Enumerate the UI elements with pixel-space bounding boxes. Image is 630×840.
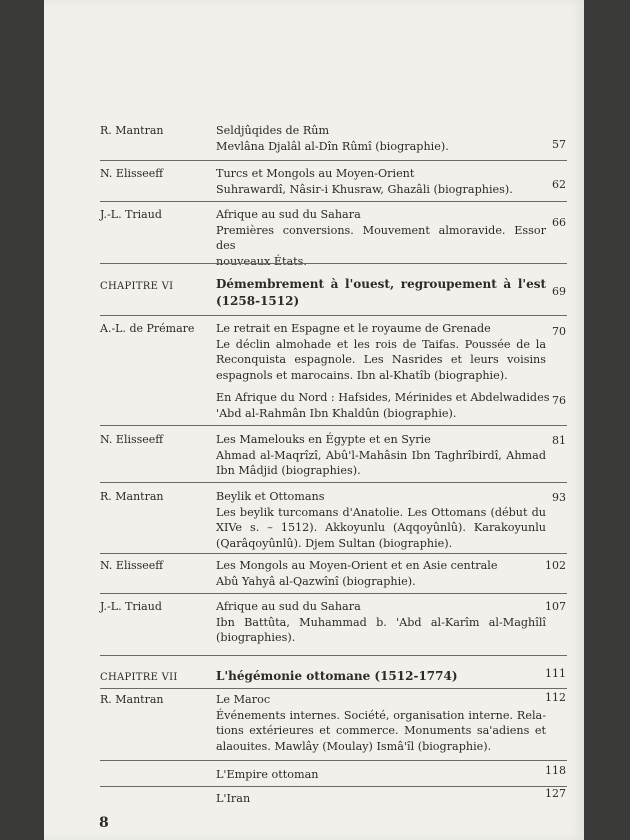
entry-text (216, 321, 546, 383)
entry-title: Afrique au sud du Sahara (216, 600, 361, 613)
entry-line: Ibn Battûta, Muhammad b. 'Abd al-Karîm al-Maghîlî (216, 615, 546, 629)
entry-line: espagnols et marocains. Ibn al-Khatîb (biographie). (216, 368, 508, 382)
entry-line: alaouites. Mawlây (Moulay) Ismâ'îl (biographie). (216, 739, 492, 753)
entry-page-number: 111 (545, 667, 566, 680)
entry-author: J.-L. Triaud (100, 600, 162, 613)
entry-line: Ibn Mâdjid (biographies). (216, 464, 361, 477)
entry-line: Les beylik turcomans d'Anatolie. Les Ottomans (début du (216, 505, 546, 519)
entry-page-number: 69 (552, 285, 566, 298)
entry-author: R. Mantran (100, 490, 164, 503)
entry-line: nouveaux États. (216, 254, 307, 268)
entry-author: N. Elisseeff (100, 167, 164, 180)
folio-page-number: 8 (99, 815, 109, 831)
entry-page-number: 70 (552, 325, 566, 338)
book-page (44, 0, 584, 840)
entry-line: 'Abd al-Rahmân Ibn Khaldûn (biographie). (216, 406, 457, 420)
divider (100, 760, 567, 761)
entry-page-number: 112 (545, 691, 566, 704)
entry-line: Reconquista espagnole. Les Nasrides et leurs voisins (216, 353, 546, 366)
entry-title: Le Maroc (216, 693, 271, 706)
entry-line: (biographies). (216, 631, 296, 644)
entry-author: A.-L. de Prémare (100, 322, 195, 335)
entry-line: XIVe s. – 1512). Akkoyunlu (Aqqoyûnlû). Karakoyunlu (216, 521, 546, 534)
chapter-label: CHAPITRE VI (100, 281, 174, 292)
entry-line: Suhrawardî, Nâsir-i Khusraw, Ghazâli (biographies). (216, 182, 513, 196)
entry-line: Abû Yahyâ al-Qazwînî (biographie). (216, 574, 416, 588)
entry-author: R. Mantran (100, 124, 164, 137)
entry-text (216, 599, 546, 646)
entry-page-number: 62 (552, 178, 566, 191)
entry-page-number: 118 (545, 764, 566, 777)
entry-author: N. Elisseeff (100, 559, 164, 572)
divider (100, 201, 567, 202)
entry-page-number: 127 (545, 787, 566, 800)
entry-line: Le déclin almohade et les rois de Taifas. Poussée de la (216, 337, 546, 351)
entry-text (216, 166, 546, 197)
entry-text (216, 558, 546, 589)
entry-text (216, 207, 546, 269)
entry-text (216, 791, 546, 807)
chapter-title (216, 276, 546, 310)
entry-line: (Qarâqoyûnlû). Djem Sultan (biographie). (216, 536, 453, 550)
entry-text (216, 390, 550, 421)
entry-author: N. Elisseeff (100, 433, 164, 446)
entry-page-number: 93 (552, 491, 566, 504)
entry-title: Beylik et Ottomans (216, 490, 325, 503)
divider (100, 263, 567, 264)
divider (100, 688, 567, 689)
chapter-title-line: L'hégémonie ottomane (1512-1774) (216, 669, 458, 683)
divider (100, 482, 567, 483)
entry-title: Les Mamelouks en Égypte et en Syrie (216, 433, 431, 446)
entry-page-number: 57 (552, 138, 566, 151)
entry-text (216, 692, 546, 754)
entry-page-number: 102 (545, 559, 566, 572)
divider (100, 593, 567, 594)
entry-page-number: 76 (552, 394, 566, 407)
divider (100, 553, 567, 554)
entry-line: Événements internes. Société, organisation interne. Rela- (216, 708, 546, 722)
entry-text (216, 489, 546, 551)
divider (100, 786, 567, 787)
entry-title: Seldjûqides de Rûm (216, 124, 330, 137)
chapter-title-line: Démembrement à l'ouest, regroupement à l'est (216, 277, 546, 291)
entry-title: Afrique au sud du Sahara (216, 208, 361, 221)
entry-title: En Afrique du Nord : Hafsides, Mérinides et Abdelwadides (216, 391, 550, 404)
entry-author: R. Mantran (100, 693, 164, 706)
entry-line: Mevlâna Djalâl al-Dîn Rûmî (biographie). (216, 139, 449, 153)
entry-line: Premières conversions. Mouvement almoravide. Essor des (216, 223, 546, 252)
chapter-title-line: (1258-1512) (216, 294, 300, 308)
entry-author: J.-L. Triaud (100, 208, 162, 221)
entry-title: Turcs et Mongols au Moyen-Orient (216, 167, 415, 180)
entry-text (216, 123, 546, 154)
chapter-label: CHAPITRE VII (100, 672, 178, 683)
divider (100, 655, 567, 656)
entry-line: Ahmad al-Maqrîzî, Abû'l-Mahâsin Ibn Taghrîbirdî, Ahmad (216, 448, 546, 462)
entry-title: L'Empire ottoman (216, 768, 319, 781)
entry-text (216, 767, 546, 783)
entry-page-number: 81 (552, 434, 566, 447)
divider (100, 425, 567, 426)
entry-page-number: 107 (545, 600, 566, 613)
divider (100, 160, 567, 161)
entry-title: Le retrait en Espagne et le royaume de Grenade (216, 322, 491, 335)
entry-title: Les Mongols au Moyen-Orient et en Asie centrale (216, 559, 498, 572)
divider (100, 315, 567, 316)
entry-title: L'Iran (216, 792, 251, 805)
entry-page-number: 66 (552, 216, 566, 229)
entry-text (216, 432, 546, 479)
entry-line: tions extérieures et commerce. Monuments sa'adiens et (216, 724, 546, 737)
chapter-title (216, 668, 546, 685)
